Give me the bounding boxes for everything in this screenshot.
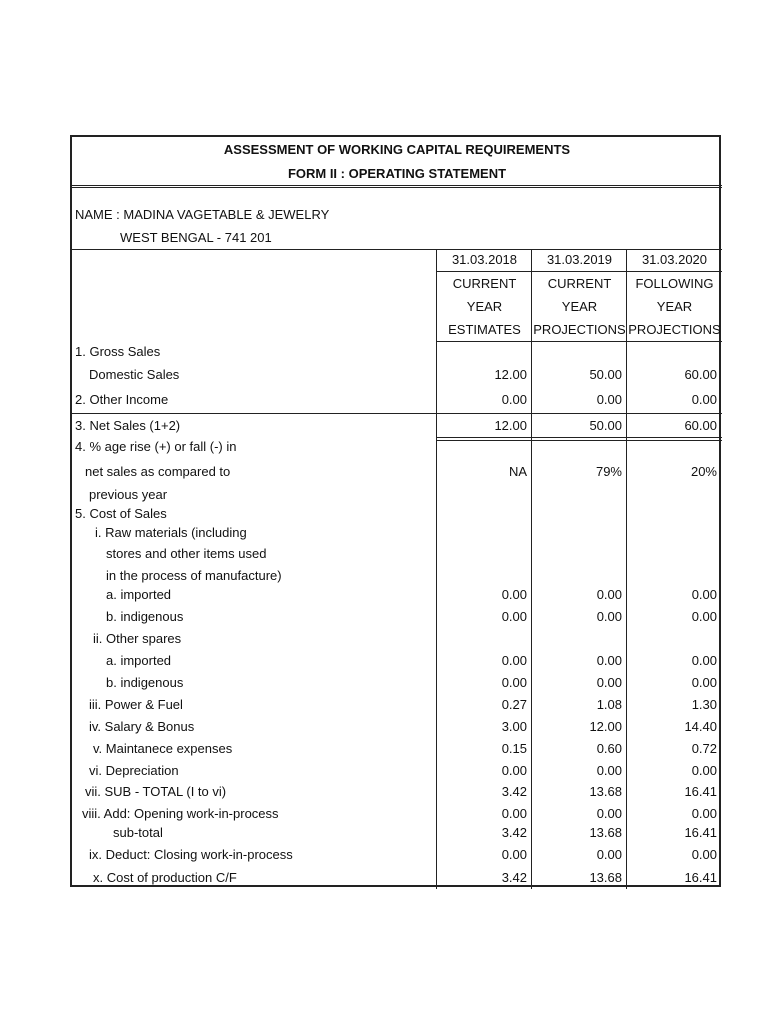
row-value: 0.00 — [596, 847, 622, 862]
column-header-line: YEAR — [656, 299, 693, 314]
row-value: 0.00 — [596, 763, 622, 778]
row-label: b. indigenous — [106, 675, 184, 690]
row-value: 0.00 — [501, 653, 527, 668]
row-value: 0.00 — [691, 806, 717, 821]
row-value: 0.00 — [501, 587, 527, 602]
header-divider — [72, 187, 722, 188]
row-label: 3. Net Sales (1+2) — [75, 418, 181, 433]
column-header-line: FOLLOWING — [635, 276, 714, 291]
column-header-line: CURRENT — [547, 276, 612, 291]
business-name: NAME : MADINA VAGETABLE & JEWELRY — [75, 207, 330, 222]
row-value: 0.00 — [501, 675, 527, 690]
row-value: 0.00 — [596, 653, 622, 668]
column-header-line: ESTIMATES — [448, 322, 521, 337]
row-value: 60.00 — [684, 367, 717, 382]
row-value: 1.08 — [596, 697, 622, 712]
row-value: 12.00 — [494, 367, 527, 382]
row-label: b. indigenous — [106, 609, 184, 624]
row-value: 13.68 — [589, 825, 622, 840]
row-value: 0.15 — [501, 741, 527, 756]
column-date: 31.03.2020 — [641, 252, 708, 267]
row-value: 0.00 — [691, 587, 717, 602]
column-header-line: PROJECTIONS — [628, 322, 721, 337]
row-label: iii. Power & Fuel — [89, 697, 183, 712]
column-date: 31.03.2018 — [451, 252, 518, 267]
row-value: 0.00 — [691, 392, 717, 407]
row-label: in the process of manufacture) — [106, 568, 282, 583]
row-label: net sales as compared to — [85, 464, 231, 479]
row-value: 60.00 — [684, 418, 717, 433]
row-value: NA — [508, 464, 527, 479]
column-header-line: YEAR — [466, 299, 503, 314]
row-value: 0.00 — [691, 847, 717, 862]
row-value: 1.30 — [691, 697, 717, 712]
row-label: v. Maintanece expenses — [93, 741, 233, 756]
statement-title: ASSESSMENT OF WORKING CAPITAL REQUIREMENTS — [223, 142, 571, 157]
row-label: vi. Depreciation — [89, 763, 179, 778]
row-value: 16.41 — [684, 825, 717, 840]
row-label: stores and other items used — [106, 546, 267, 561]
row-value: 0.00 — [501, 763, 527, 778]
row-value: 0.00 — [691, 653, 717, 668]
row-value: 13.68 — [589, 870, 622, 885]
row-label: i. Raw materials (including — [95, 525, 247, 540]
row-label: viii. Add: Opening work-in-process — [82, 806, 279, 821]
row-label: 1. Gross Sales — [75, 344, 161, 359]
row-label: ix. Deduct: Closing work-in-process — [89, 847, 293, 862]
net-sales-top-line — [72, 413, 722, 414]
column-header-line: CURRENT — [452, 276, 517, 291]
row-value: 50.00 — [589, 367, 622, 382]
row-label: 2. Other Income — [75, 392, 169, 407]
row-value: 79% — [595, 464, 622, 479]
row-label: iv. Salary & Bonus — [89, 719, 195, 734]
row-value: 0.00 — [596, 587, 622, 602]
row-value: 0.72 — [691, 741, 717, 756]
net-sales-bottom-line — [436, 437, 722, 438]
row-value: 0.00 — [691, 763, 717, 778]
row-label: x. Cost of production C/F — [93, 870, 237, 885]
column-header-line: YEAR — [561, 299, 598, 314]
name-divider — [72, 249, 722, 250]
row-value: 0.00 — [501, 609, 527, 624]
row-value: 0.00 — [501, 847, 527, 862]
row-value: 0.00 — [596, 806, 622, 821]
row-value: 3.42 — [501, 784, 527, 799]
row-label: sub-total — [113, 825, 163, 840]
row-value: 20% — [690, 464, 717, 479]
header-divider — [72, 185, 722, 186]
row-value: 0.00 — [596, 392, 622, 407]
column-date-divider — [436, 271, 722, 272]
row-label: Domestic Sales — [89, 367, 180, 382]
statement-subtitle: FORM II : OPERATING STATEMENT — [287, 166, 507, 181]
row-value: 16.41 — [684, 784, 717, 799]
net-sales-bottom-line — [436, 440, 722, 441]
row-label: a. imported — [106, 587, 172, 602]
row-label: 4. % age rise (+) or fall (-) in — [75, 439, 237, 454]
column-header-line: PROJECTIONS — [533, 322, 626, 337]
row-label: 5. Cost of Sales — [75, 506, 167, 521]
column-date: 31.03.2019 — [546, 252, 613, 267]
row-value: 13.68 — [589, 784, 622, 799]
row-value: 14.40 — [684, 719, 717, 734]
row-value: 0.00 — [501, 392, 527, 407]
row-value: 0.00 — [691, 675, 717, 690]
row-label: ii. Other spares — [93, 631, 182, 646]
row-label: previous year — [89, 487, 168, 502]
row-label: vii. SUB - TOTAL (I to vi) — [85, 784, 227, 799]
row-value: 0.00 — [691, 609, 717, 624]
row-value: 0.60 — [596, 741, 622, 756]
row-value: 0.00 — [501, 806, 527, 821]
row-value: 12.00 — [494, 418, 527, 433]
row-value: 0.00 — [596, 675, 622, 690]
row-value: 3.42 — [501, 825, 527, 840]
row-value: 0.27 — [501, 697, 527, 712]
row-value: 12.00 — [589, 719, 622, 734]
operating-statement-sheet — [70, 135, 721, 887]
business-address: WEST BENGAL - 741 201 — [120, 230, 272, 245]
row-value: 50.00 — [589, 418, 622, 433]
row-value: 3.42 — [501, 870, 527, 885]
column-header-divider — [436, 341, 722, 342]
row-label: a. imported — [106, 653, 172, 668]
row-value: 0.00 — [596, 609, 622, 624]
row-value: 3.00 — [501, 719, 527, 734]
row-value: 16.41 — [684, 870, 717, 885]
